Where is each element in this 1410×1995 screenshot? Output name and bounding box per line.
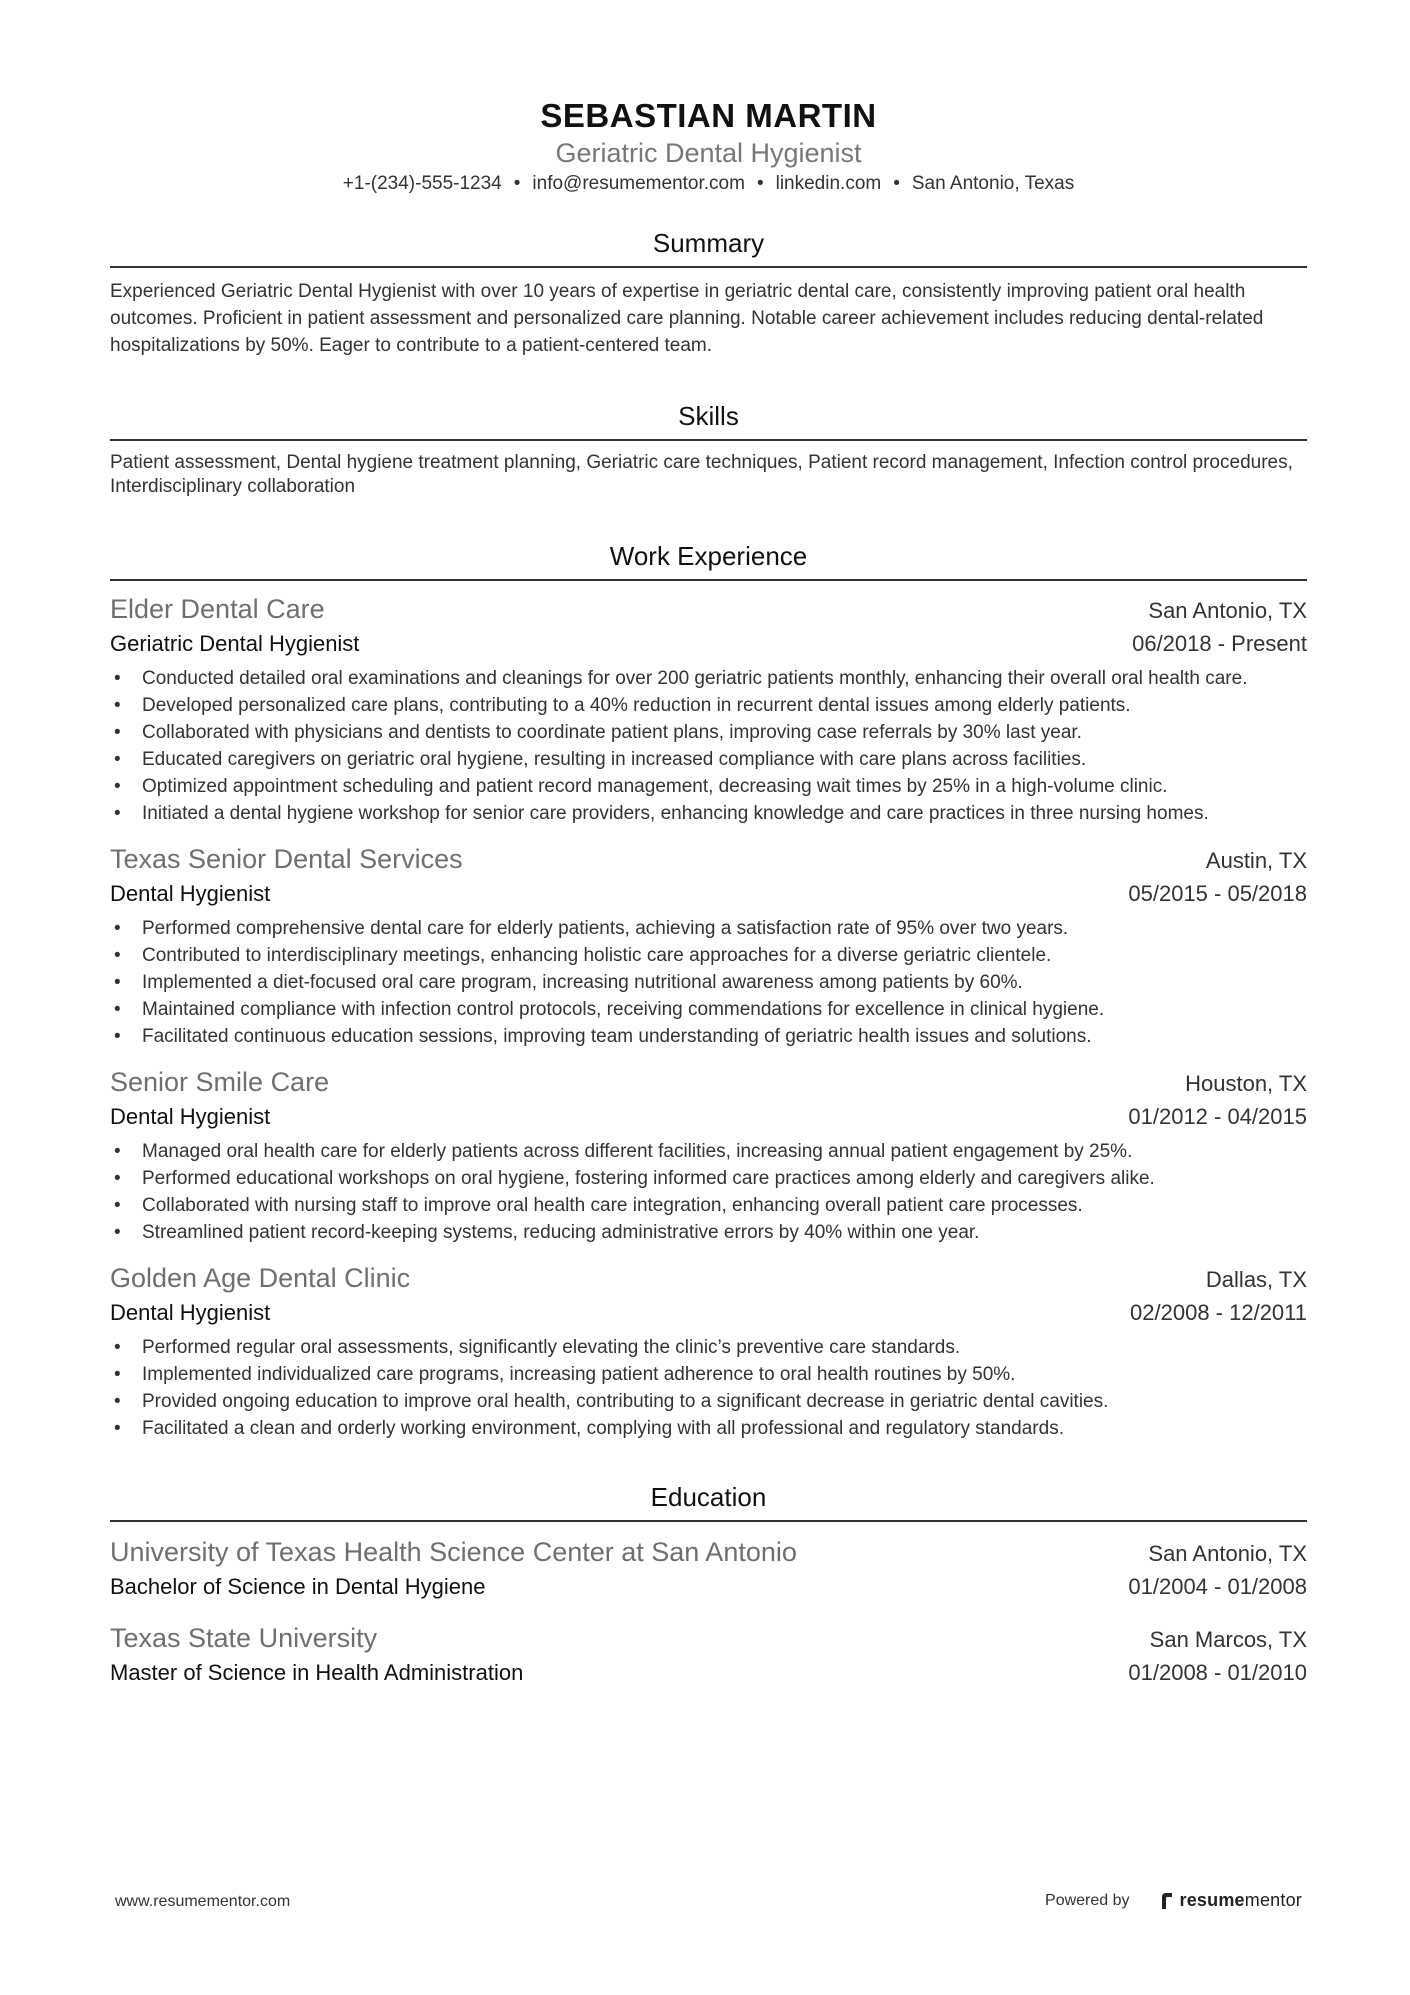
school-location: San Antonio, TX (1148, 1541, 1307, 1566)
contact-email[interactable]: info@resumementor.com (532, 173, 745, 194)
bullet-item: • Collaborated with nursing staff to improve oral health care integration, enhancing overall patient care processes. (110, 1192, 1307, 1219)
summary-title: Summary (110, 226, 1307, 268)
company-name: Senior Smile Care (110, 1067, 330, 1097)
job-location: Dallas, TX (1205, 1267, 1307, 1292)
school-name: University of Texas Health Science Center at San Antonio (110, 1537, 797, 1567)
bullet-item: • Maintained compliance with infection control protocols, receiving commendations for excellence in clinical hygiene. (110, 996, 1307, 1023)
work-experience-section (110, 539, 1307, 1442)
bullet-item: • Conducted detailed oral examinations and cleanings for over 200 geriatric patients monthly, enhancing their overall oral health care. (110, 665, 1307, 692)
resumementor-logo-icon (1160, 1892, 1174, 1910)
job-bullets (110, 1334, 1307, 1442)
contact-phone: +1-(234)-555-1234 (342, 173, 502, 194)
work-entry (110, 841, 1307, 1050)
job-dates: 02/2008 - 12/2011 (1130, 1300, 1307, 1325)
candidate-name: SEBASTIAN MARTIN (540, 97, 877, 134)
education-dates: 01/2008 - 01/2010 (1128, 1660, 1307, 1685)
separator-dot: • (893, 173, 900, 194)
company-name: Elder Dental Care (110, 594, 325, 624)
bullet-item: • Managed oral health care for elderly patients across different facilities, increasing annual patient engagement by 25%. (110, 1138, 1307, 1165)
summary-section (110, 226, 1307, 359)
work-entry (110, 1260, 1307, 1442)
bullet-item: • Streamlined patient record-keeping systems, reducing administrative errors by 40% within one year. (110, 1219, 1307, 1246)
job-bullets (110, 1138, 1307, 1246)
separator-dot: • (756, 173, 764, 194)
job-dates: 05/2015 - 05/2018 (1128, 881, 1307, 906)
education-title: Education (110, 1480, 1307, 1522)
contact-location: San Antonio, Texas (911, 173, 1075, 194)
job-location: Houston, TX (1185, 1071, 1307, 1096)
logo-text-rest: mentor (1244, 1890, 1302, 1910)
job-title: Geriatric Dental Hygienist (110, 631, 360, 656)
separator-dot: • (513, 173, 521, 194)
bullet-item: • Facilitated a clean and orderly working environment, complying with all professional and regulatory standards. (110, 1415, 1307, 1442)
skills-text: Patient assessment, Dental hygiene treatment planning, Geriatric care techniques, Patient record management, Infection control procedures, Interdisciplinary collaboration (110, 452, 1293, 497)
skills-title: Skills (110, 399, 1307, 441)
resumementor-logo-text[interactable] (1180, 1890, 1302, 1911)
bullet-item: • Provided ongoing education to improve oral health, contributing to a significant decrease in geriatric dental cavities. (110, 1388, 1307, 1415)
job-title: Dental Hygienist (110, 1104, 271, 1129)
resume-page (110, 96, 1307, 1690)
bullet-item: • Facilitated continuous education sessions, improving team understanding of geriatric health issues and solutions. (110, 1023, 1307, 1050)
bullet-item: • Collaborated with physicians and dentists to coordinate patient plans, improving case referrals by 30% last year. (110, 719, 1307, 746)
work-experience-title: Work Experience (110, 539, 1307, 581)
bullet-item: • Optimized appointment scheduling and patient record management, decreasing wait times by 25% in a high-volume clinic. (110, 773, 1307, 800)
candidate-headline: Geriatric Dental Hygienist (555, 138, 862, 168)
job-title: Dental Hygienist (110, 881, 271, 906)
degree-name: Bachelor of Science in Dental Hygiene (110, 1574, 486, 1599)
education-entry (110, 1620, 1307, 1690)
contact-line (110, 170, 1307, 198)
bullet-item: • Implemented a diet-focused oral care program, increasing nutritional awareness among patients by 60%. (110, 969, 1307, 996)
job-bullets (110, 915, 1307, 1050)
school-name: Texas State University (110, 1623, 378, 1653)
bullet-item: • Performed educational workshops on oral hygiene, fostering informed care practices among elderly and caregivers alike. (110, 1165, 1307, 1192)
work-entry (110, 591, 1307, 827)
education-entry (110, 1534, 1307, 1604)
powered-by-label: Powered by (1045, 1891, 1130, 1909)
bullet-item: • Educated caregivers on geriatric oral hygiene, resulting in increased compliance with care plans across facilities. (110, 746, 1307, 773)
education-section (110, 1480, 1307, 1690)
logo-text-bold: resume (1179, 1890, 1245, 1910)
job-title: Dental Hygienist (110, 1300, 271, 1325)
company-name: Texas Senior Dental Services (110, 844, 463, 874)
job-bullets (110, 665, 1307, 827)
bullet-item: • Performed regular oral assessments, significantly elevating the clinic’s preventive care standards. (110, 1334, 1307, 1361)
footer-website[interactable]: www.resumementor.com (115, 1893, 291, 1910)
contact-linkedin[interactable]: linkedin.com (775, 173, 882, 194)
job-location: San Antonio, TX (1148, 598, 1307, 623)
job-dates: 06/2018 - Present (1132, 631, 1307, 656)
company-name: Golden Age Dental Clinic (110, 1263, 411, 1293)
degree-name: Master of Science in Health Administration (110, 1660, 524, 1685)
footer-brand (1045, 1890, 1302, 1911)
summary-text: Experienced Geriatric Dental Hygienist with over 10 years of expertise in geriatric dental care, consistently improving patient oral health outcomes. Proficient in patient assessment and personalized care planning. Notable career achievement includes reducing dental-related hospitalizations by 50%. Eager to contribute to a patient-centered team. (110, 281, 1264, 356)
work-entry (110, 1064, 1307, 1246)
bullet-item: • Performed comprehensive dental care for elderly patients, achieving a satisfaction rate of 95% over two years. (110, 915, 1307, 942)
bullet-item: • Contributed to interdisciplinary meetings, enhancing holistic care approaches for a diverse geriatric clientele. (110, 942, 1307, 969)
bullet-item: • Developed personalized care plans, contributing to a 40% reduction in recurrent dental issues among elderly patients. (110, 692, 1307, 719)
education-dates: 01/2004 - 01/2008 (1128, 1574, 1307, 1599)
bullet-item: • Implemented individualized care programs, increasing patient adherence to oral health routines by 50%. (110, 1361, 1307, 1388)
job-dates: 01/2012 - 04/2015 (1128, 1104, 1307, 1129)
skills-section (110, 399, 1307, 499)
school-location: San Marcos, TX (1149, 1627, 1307, 1652)
job-location: Austin, TX (1205, 848, 1307, 873)
bullet-item: • Initiated a dental hygiene workshop for senior care providers, enhancing knowledge and care practices in three nursing homes. (110, 800, 1307, 827)
